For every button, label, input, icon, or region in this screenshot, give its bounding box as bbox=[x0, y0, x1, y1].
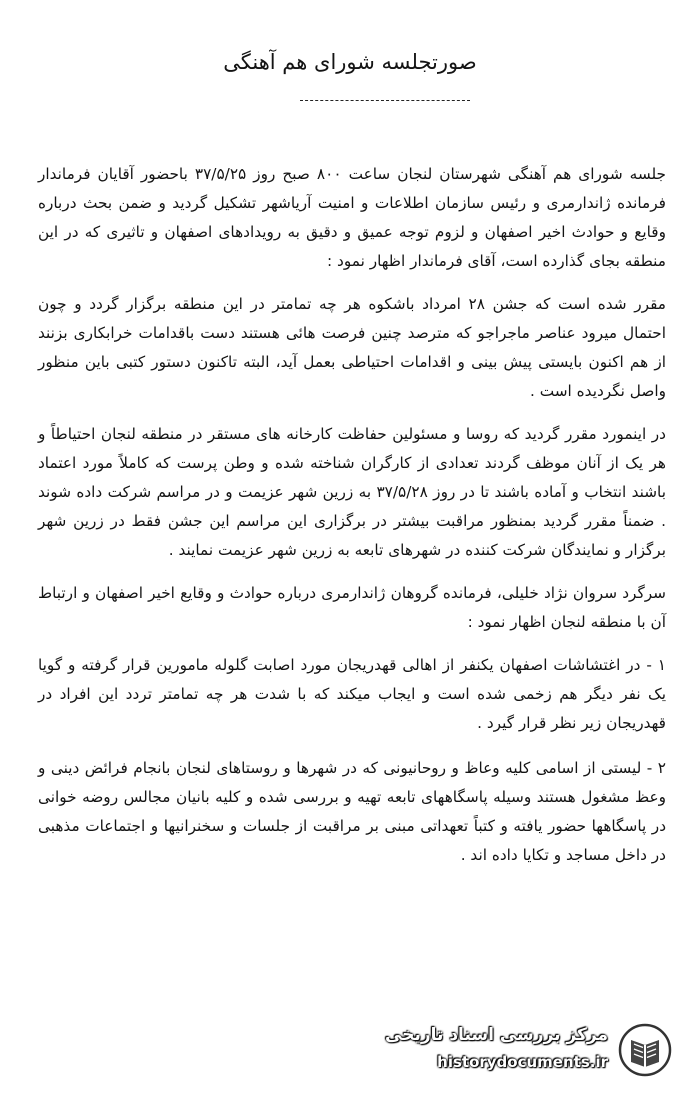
paragraph-opening: جلسه شورای هم آهنگی شهرستان لنجان ساعت ۸۰۰ صبح روز ۳۷/۵/۲۵ باحضور آقایان فرماندار فرمانده ژاندارمری و رئیس سازمان اطلاعات و امنیت آریاشهر تشکیل گردید و ضمن بحث درباره وقایع و حوادث اخیر اصفهان و لزوم توجه عمیق و دقیق به رویدادهای اصفهان و تاثیری که در این منطقه بجای گذارده است، آقای فرماندار اظهار نمود : bbox=[38, 165, 667, 270]
list-item-2: ۲ - لیستی از اسامی کلیه وعاظ و روحانیونی که در شهرها و روستاهای لنجان بانجام فرائض دینی و وعظ مشغول هستند وسیله پاسگاههای تابعه تهیه و بررسی شده و کلیه بانیان مجالس روضه خوانی در پاسگاهها حضور یافته و کتباً تعهداتی مبنی بر مراقبت از جلسات و سخنرانیها و اجتماعات مذهبی در داخل مساجد و تکایا داده اند . bbox=[38, 759, 666, 864]
book-logo-icon bbox=[618, 1023, 672, 1077]
title-underline bbox=[300, 100, 470, 101]
watermark-url: historydocuments.ir bbox=[437, 1053, 608, 1071]
list-item-1: ۱ - در اغتشاشات اصفهان یکنفر از اهالی قهدریجان مورد اصابت گلوله مامورین قرار گرفته و گویا یک نفر دیگر هم زخمی شده است و ایجاب میکند که با شدت هر چه تمامتر تردد این افراد در قهدریجان زیر نظر قرار گیرد . bbox=[38, 656, 666, 732]
watermark bbox=[385, 1017, 678, 1083]
document-body bbox=[38, 160, 666, 886]
paragraph-gendarmerie: سرگرد سروان نژاد خلیلی، فرمانده گروهان ژاندارمری درباره حوادث و وقایع اخیر اصفهان و ارتباط آن با منطقه لنجان اظهار نمود : bbox=[38, 584, 666, 631]
paragraph-celebration: مقرر شده است که جشن ۲۸ امرداد باشکوه هر چه تمامتر در این منطقه برگزار گردد و چون احتمال میرود عناصر ماجراجو که مترصد چنین فرصت هائی هستند دست باقدامات خرابکاری بزنند از هم اکنون بایستی پیش بینی و اقدامات احتیاطی بعمل آید، البته تاکنون دستور کتبی باین منظور واصل نگردیده است . bbox=[38, 295, 666, 400]
document-title: صورتجلسه شورای هم آهنگی bbox=[223, 50, 477, 74]
paragraph-factories: در اینمورد مقرر گردید که روسا و مسئولین حفاظت کارخانه های مستقر در منطقه لنجان احتیاطاً و هر یک از آنان موظف گردند تعدادی از کارگران شناخته شده و وطن پرست که کاملاً مورد اعتماد باشند انتخاب و آماده باشند تا در روز ۳۷/۵/۲۸ به زرین شهر عزیمت و در مراسم شرکت داده شوند . ضمناً مقرر گردید بمنظور مراقبت بیشتر در برگزاری این مراسم این جشن فقط در زرین شهر برگزار و نمایندگان شرکت کننده در شهرهای تابعه به زرین شهر عزیمت نمایند . bbox=[38, 425, 666, 559]
watermark-title: مرکز بررسی اسناد تاریخی bbox=[385, 1025, 608, 1045]
